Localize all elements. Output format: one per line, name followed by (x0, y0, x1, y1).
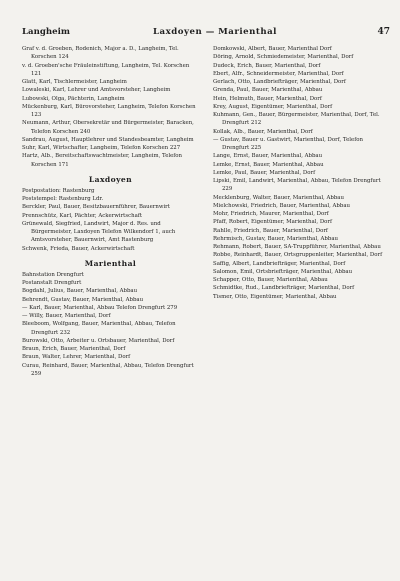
directory-entry: Bahnstation Drengfurt (22, 271, 84, 278)
directory-entry: Lipski, Emil, Landwirt, Marienthal, Abbau, Telefon Drengfurt 229 (213, 178, 381, 193)
directory-entry: Graf v. d. Groeben, Rodenich, Major a. D., Langheim, Tel. Korschen 124 (22, 46, 179, 61)
directory-entry: Saffig, Albert, Landbriefträger, Marienthal, Dorf (213, 260, 346, 267)
directory-entry: Salomon, Emil, Ortsbriefträger, Marienthal, Abbau (213, 268, 353, 275)
directory-entry: Suhr, Karl, Wirtschafter, Langheim, Telefon Korschen 227 (22, 145, 181, 151)
directory-entry: Rahlle, Friedrich, Bauer, Marienthal, Dorf (213, 227, 328, 234)
directory-entry: Kollak, Alb., Bauer, Marienthal, Dorf (213, 128, 313, 135)
page-header (22, 27, 390, 37)
directory-entry: Lemke, Paul, Bauer, Marienthal, Dorf (213, 169, 316, 176)
directory-entry: v. d. Groeben'sche Fräuleinstiftung, Langheim, Tel. Korschen 121 (22, 62, 190, 77)
directory-entry: Lowaleski, Karl, Lehrer und Amtsvorsteher, Langheim (22, 87, 171, 94)
directory-entry: Bleeboom, Wolfgang, Bauer, Marienthal, Abbau, Telefon Drengfurt 232 (22, 321, 176, 336)
directory-entry: Domkowski, Albert, Bauer, Marienthal Dorf (213, 46, 332, 52)
directory-entry: Lubowski, Olga, Pächterin, Langheim (22, 95, 125, 102)
directory-entry: Sandrau, August, Hauptlehrer und Standesbeamter, Langheim (22, 136, 194, 143)
directory-entry: Prennschütz, Karl, Pächter, Ackerwirtschaft (22, 212, 142, 219)
left-entries-bottom (22, 271, 199, 378)
directory-entry: Schapper, Otto, Bauer, Marienthal, Abbau (213, 277, 328, 283)
directory-entry: Braun, Walter, Lehrer, Marienthal, Dorf (22, 354, 131, 361)
section-heading-laxdoyen: Laxdoyen (88, 174, 133, 184)
directory-entry: Poststempel: Rastenburg Ldr. (22, 196, 104, 202)
directory-entry: Behrendt, Gustav, Bauer, Marienthal, Abbau (22, 296, 144, 303)
directory-entry: Tismer, Otto, Eigentümer, Marienthal, Abbau (213, 293, 337, 300)
directory-entry: Rehmann, Robert, Bauer, SA-Truppführer, Marienthal, Abbau (213, 244, 381, 250)
directory-entry: — Willy, Bauer, Marienthal, Dorf (22, 313, 111, 319)
section-heading-marienthal: Marienthal (84, 258, 137, 268)
directory-entry: Mecklenburg, Walter, Bauer, Marienthal, Abbau (213, 194, 344, 201)
directory-entry: Postpostation: Rastenburg (22, 187, 95, 194)
directory-entry: — Gustav, Bauer u. Gastwirt, Marienthal, Dorf, Telefon Drengfurt 225 (213, 136, 363, 151)
directory-entry: Mohr, Friedrich, Maurer, Marienthal, Dorf (213, 211, 329, 217)
directory-entry: Lange, Ernst, Bauer, Marienthal, Abbau (213, 153, 323, 160)
header-left-place: Langheim (22, 27, 70, 37)
two-column-body (22, 45, 390, 378)
directory-entry: Pfaff, Robert, Eigentümer, Marienthal, Dorf (213, 219, 332, 226)
directory-entry: Grünewald, Siegfried, Landwirt, Major d. Res. und Bürgermeister, Laxdoyen Telefon Wilkendorf 1, auch Amtsvorsteher, Bauernwirt, Amt Rastenburg (22, 220, 176, 244)
directory-entry: Glatt, Karl, Tischlermeister, Langheim (22, 79, 127, 85)
left-entries-middle (22, 187, 199, 253)
directory-entry: Schwenk, Frieda, Bauer, Ackerwirtschaft (22, 245, 135, 252)
directory-entry: Gerlach, Otto, Landbriefträger, Marienthal, Dorf (213, 79, 346, 85)
directory-entry: Hartz, Alb., Bereitschaftswachtmeister, Langheim, Telefon Korschen 171 (22, 153, 183, 168)
page-number: 47 (377, 27, 390, 37)
directory-entry: Dudeck, Erich, Bauer, Marienthal, Dorf (213, 62, 321, 69)
directory-entry: Mielchowski, Friedrich, Bauer, Marienthal, Abbau (213, 202, 351, 209)
directory-entry: Grenda, Paul, Bauer, Marienthal, Abbau (213, 87, 323, 94)
directory-entry: Robbe, Reinhardt, Bauer, Ortsgruppenleiter, Marienthal, Dorf (213, 252, 383, 259)
directory-entry: Neumann, Arthur, Obersekretär und Bürgermeister, Baracken, Telefon Korschen 240 (22, 120, 194, 135)
directory-entry: Burowski, Otto, Arbeiter u. Ortsbauer, Marienthal, Dorf (22, 337, 175, 344)
right-entries (213, 45, 390, 301)
directory-entry: Döring, Arnold, Schmiedemeister, Marienthal, Dorf (213, 54, 354, 61)
directory-entry: — Karl, Bauer, Marienthal, Abbau Telefon Drengfurt 279 (22, 304, 178, 311)
left-column (22, 45, 199, 378)
directory-entry: Schmidtke, Rud., Landbriefträger, Marienthal, Dorf (213, 285, 355, 292)
directory-entry: Postanstalt Drengfurt (22, 280, 82, 286)
directory-entry: Kuhmann, Gen., Bauer, Bürgermeister, Marienthal, Dorf, Tel. Drengfurt 212 (213, 112, 380, 127)
directory-entry: Krey, August, Eigentümer, Marienthal, Dorf (213, 103, 333, 110)
left-entries-top (22, 45, 199, 169)
directory-entry: Rehrmisch, Gustav, Bauer, Marienthal, Abbau (213, 235, 339, 242)
header-center-range: Laxdoyen — Marienthal (153, 27, 277, 37)
directory-entry: Hein, Helmuth, Bauer, Marienthal, Dorf (213, 95, 322, 102)
directory-entry: Berckler, Paul, Bauer, Besitzbauernführer, Bauernwirt (22, 204, 170, 211)
directory-entry: Mückenburg, Karl, Bürovorsteher, Langheim, Telefon Korschen 123 (22, 103, 196, 118)
directory-entry: Braun, Erich, Bauer, Marienthal, Dorf (22, 346, 126, 352)
directory-entry: Curau, Reinhard, Bauer, Marienthal, Abbau, Telefon Drengfurt 259 (22, 362, 194, 377)
directory-entry: Bogdahl, Julius, Bauer, Marienthal, Abbau (22, 288, 138, 295)
directory-entry: Ebert, Alfr., Schneidermeister, Marienthal, Dorf (213, 70, 344, 77)
directory-entry: Lemke, Ernst, Bauer, Marienthal, Abbau (213, 161, 324, 168)
right-column (213, 45, 390, 378)
